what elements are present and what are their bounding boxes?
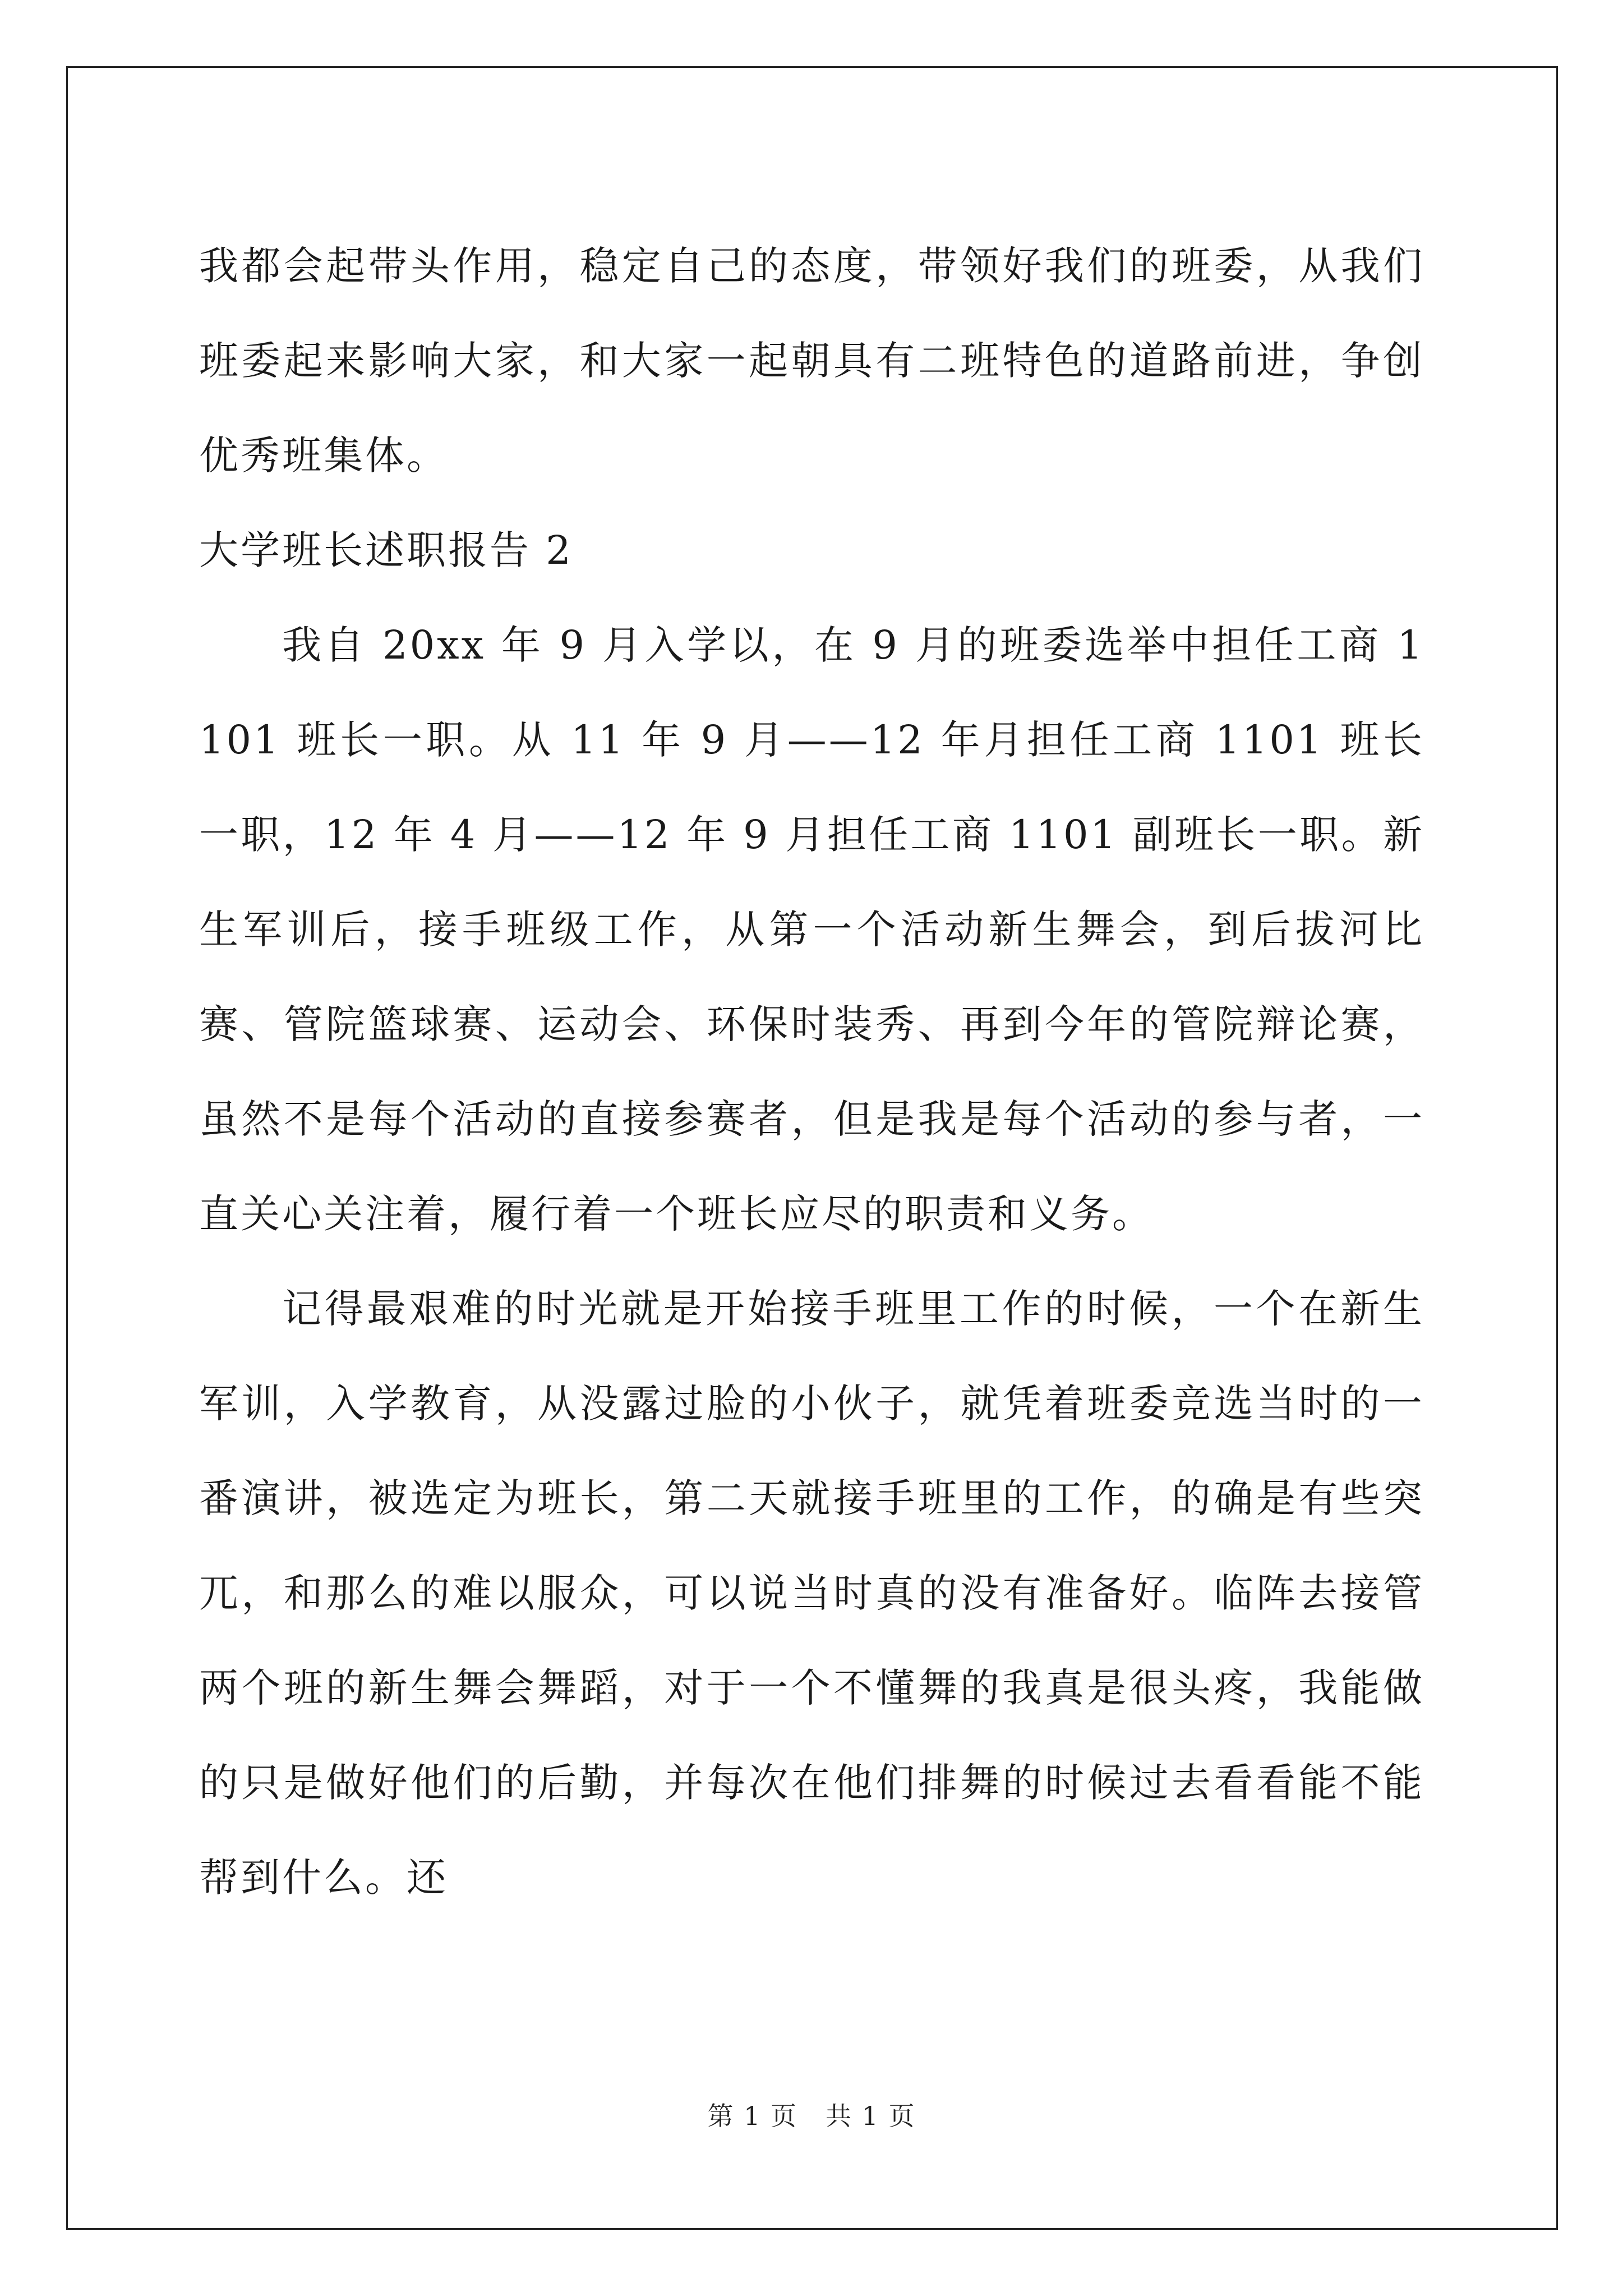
paragraph-continuation: 我都会起带头作用，稳定自己的态度，带领好我们的班委，从我们班委起来影响大家，和大家一起朝具有二班特色的道路前进，争创优秀班集体。 [199,243,1424,478]
paragraph-memory: 记得最艰难的时光就是开始接手班里工作的时候，一个在新生军训，入学教育，从没露过脸的小伙子，就凭着班委竞选当时的一番演讲，被选定为班长，第二天就接手班里的工作，的确是有些突兀，和那么的难以服众，可以说当时真的没有准备好。临阵去接管两个班的新生舞会舞蹈，对于一个不懂舞的我真是很头疼，我能做的只是做好他们的后勤，并每次在他们排舞的时候过去看看能不能帮到什么。还 [199,1286,1424,1901]
section-heading: 大学班长述职报告 2 [199,527,573,573]
document-body [199,219,1424,1925]
paragraph-intro: 我自 20xx 年 9 月入学以，在 9 月的班委选举中担任工商 1101 班长一职。从 11 年 9 月——12 年月担任工商 1101 班长一职，12 年 4 月——12 年 9 月担任工商 1101 副班长一职。新生军训后，接手班级工作，从第一个活动新生舞会，到后拔河比赛、管院篮球赛、运动会、环保时装秀、再到今年的管院辩论赛，虽然不是每个活动的直接参赛者，但是我是每个活动的参与者，一直关心关注着，履行着一个班长应尽的职责和义务。 [199,622,1424,1237]
page-footer [0,2099,1623,2133]
page-total: 共 1 页 [825,2101,916,2131]
page-number: 第 1 页 [707,2101,798,2131]
